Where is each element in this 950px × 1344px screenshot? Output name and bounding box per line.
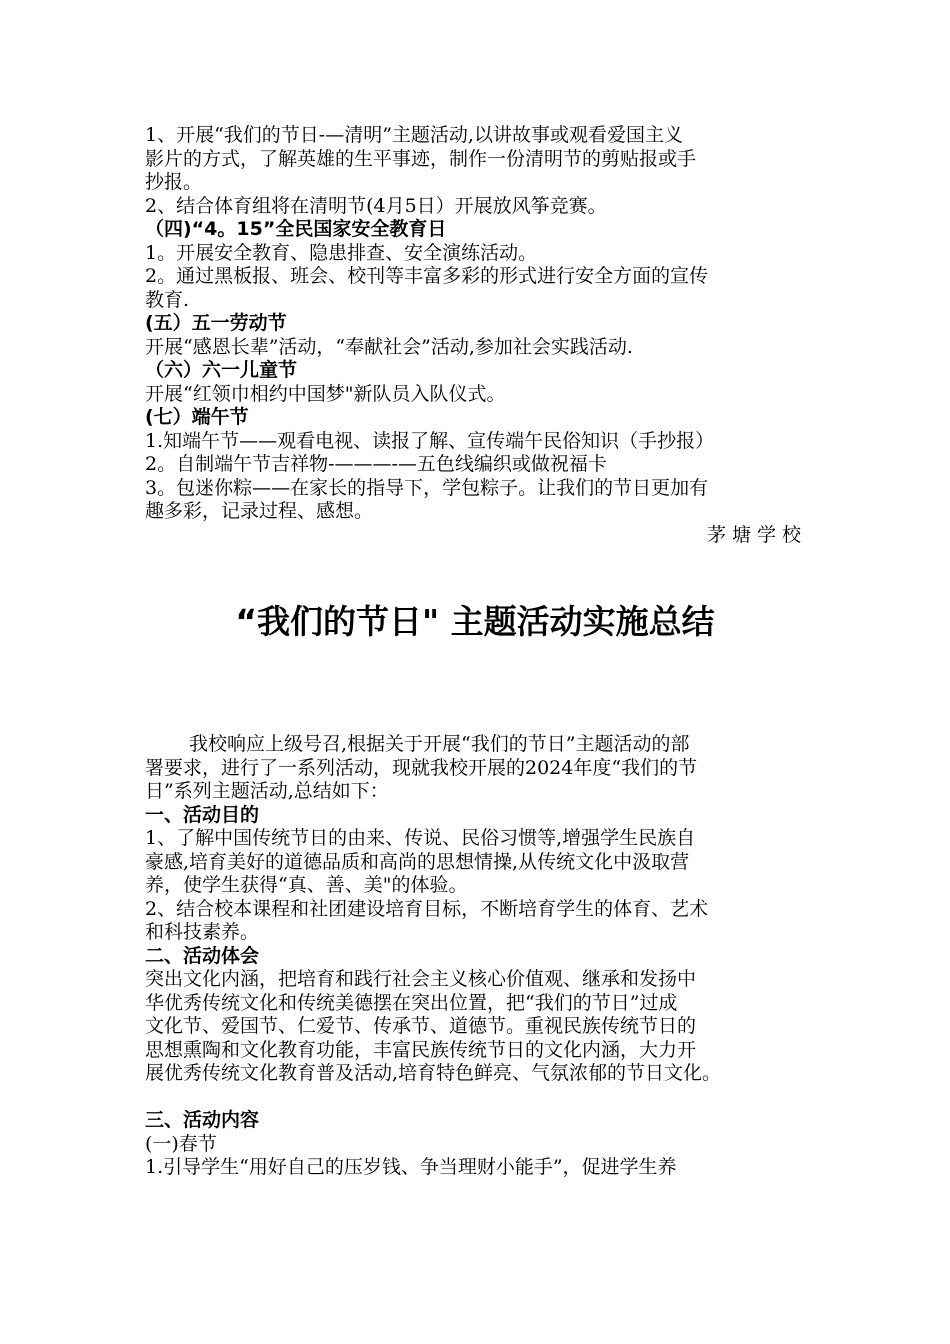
section-heading: 一、活动目的 [145, 803, 260, 826]
text-line: 展优秀传统文化教育普及活动,培育特色鲜亮、气氛浓郁的节日文化。 [145, 1062, 722, 1084]
text-line: 2。通过黑板报、班会、校刊等丰富多彩的形式进行安全方面的宣传 [145, 265, 709, 287]
text-line: 2、结合校本课程和社团建设培育目标，不断培育学生的体育、艺术 [145, 897, 709, 920]
text-line: 突出文化内涵，把培育和践行社会主义核心价值观、继承和发扬中 [145, 968, 697, 990]
text-line: 文化节、爱国节、仁爱节、传承节、道德节。重视民族传统节日的 [145, 1015, 697, 1037]
text-line: 1、开展“我们的节日-—清明”主题活动,以讲故事或观看爱国主义 [145, 124, 683, 146]
text-line: 趣多彩，记录过程、感想。 [145, 500, 374, 522]
text-line: 开展“红领巾相约中国梦"新队员入队仪式。 [145, 382, 506, 405]
section-heading: （四)“4。15”全民国家安全教育日 [145, 218, 447, 240]
text-line: 开展“感恩长辈”活动，“奉献社会”活动,参加社会实践活动. [145, 335, 633, 358]
text-line: 和科技素养。 [145, 921, 260, 943]
text-line: 1、了解中国传统节日的由来、传说、民俗习惯等,增强学生民族自 [145, 827, 696, 849]
text-line: 1.引导学生“用好自己的压岁钱、争当理财小能手”，促进学生养 [145, 1156, 677, 1178]
section-heading: 二、活动体会 [145, 944, 260, 967]
section-heading: (五）五一劳动节 [145, 312, 287, 334]
text-line: 教育. [145, 288, 190, 311]
text-line: 1。开展安全教育、隐患排查、安全演练活动。 [145, 241, 538, 264]
section-heading: 三、活动内容 [145, 1109, 260, 1131]
top-section [145, 124, 813, 547]
text-line: (一)春节 [145, 1132, 217, 1155]
text-line: 3。包迷你粽——在家长的指导下，学包粽子。让我们的节日更加有 [145, 476, 709, 499]
section-heading: （六）六一儿童节 [145, 359, 298, 381]
text-line: 豪感,培育美好的道德品质和高尚的思想情操,从传统文化中汲取营 [145, 850, 690, 873]
text-line: 署要求，进行了一系列活动，现就我校开展的2024年度“我们的节 [145, 756, 698, 779]
text-line: 华优秀传统文化和传统美德摆在突出位置，把“我们的节日”过成 [145, 991, 678, 1014]
text-line: 抄报。 [145, 171, 203, 193]
text-line: 思想熏陶和文化教育功能，丰富民族传统节日的文化内涵，大力开 [145, 1038, 697, 1061]
text-line: 2。自制端午节吉祥物-———-—五色线编织或做祝福卡 [145, 453, 607, 475]
section-heading: (七）端午节 [145, 406, 249, 428]
summary-section [145, 733, 813, 1180]
document-title: “我们的节日" 主题活动实施总结 [235, 602, 715, 641]
signature: 茅塘学校 [706, 523, 807, 546]
text-line: 我校响应上级号召,根据关于开展“我们的节日”主题活动的部 [189, 733, 690, 755]
text-line: 养，使学生获得“真、善、美"的体验。 [145, 874, 468, 896]
text-line: 影片的方式，了解英雄的生平事迹，制作一份清明节的剪贴报或手 [145, 147, 697, 170]
text-line: 日”系列主题活动,总结如下： [145, 780, 389, 802]
blank-line [145, 1086, 813, 1110]
text-line: 2、结合体育组将在清明节(4月5日）开展放风筝竞赛。 [145, 194, 607, 217]
text-line: 1.知端午节——观看电视、读报了解、宣传端午民俗知识（手抄报） [145, 429, 715, 452]
